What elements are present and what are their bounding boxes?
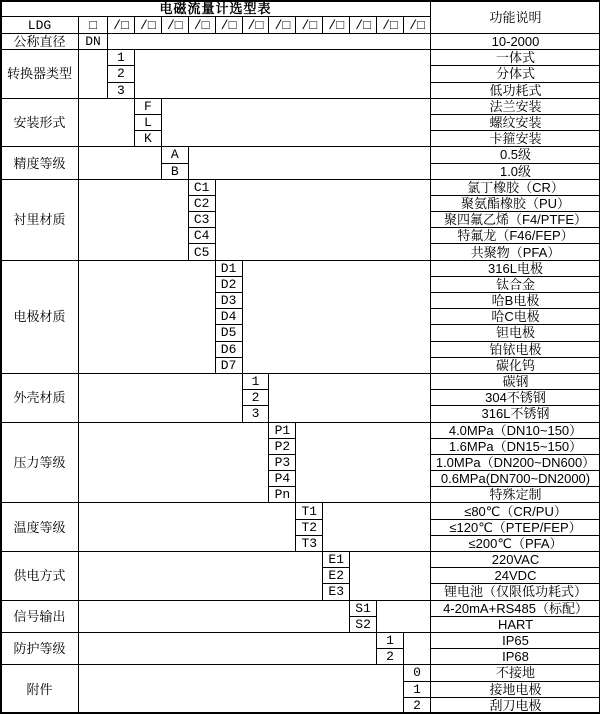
- table-row: [1, 147, 600, 163]
- blank-region: [242, 260, 430, 373]
- blank-region: [79, 600, 350, 632]
- description-cell: 螺纹安装: [431, 114, 600, 130]
- category-label: 衬里材质: [1, 179, 79, 260]
- table-row: [1, 552, 600, 568]
- blank-region: [79, 503, 296, 552]
- option-code-cell: D6: [215, 341, 242, 357]
- option-code-cell: D2: [215, 276, 242, 292]
- code-slot-icon: /□: [377, 17, 404, 34]
- option-code-cell: C2: [188, 195, 215, 211]
- description-cell: 1.6MPa（DN15~150）: [431, 438, 600, 454]
- option-code-cell: 2: [108, 66, 135, 82]
- option-code-cell: 3: [108, 82, 135, 98]
- option-code-cell: P4: [269, 471, 296, 487]
- option-code-cell: A: [161, 147, 188, 163]
- description-cell: 不接地: [431, 665, 600, 681]
- blank-region: [79, 422, 269, 503]
- category-label: 电极材质: [1, 260, 79, 373]
- description-cell: 接地电极: [431, 681, 600, 697]
- code-slot-icon: /□: [161, 17, 188, 34]
- option-code-cell: B: [161, 163, 188, 179]
- description-cell: 1.0级: [431, 163, 600, 179]
- description-cell: 卡箍安装: [431, 131, 600, 147]
- table-row: [1, 632, 600, 648]
- option-code-cell: D3: [215, 293, 242, 309]
- blank-region: [79, 179, 189, 260]
- option-code-cell: 3: [242, 406, 269, 422]
- category-label: 温度等级: [1, 503, 79, 552]
- option-code-cell: S1: [350, 600, 377, 616]
- category-label: 转换器类型: [1, 50, 79, 99]
- option-code-cell: F: [134, 98, 161, 114]
- description-cell: 特氟龙（F46/FEP）: [431, 228, 600, 244]
- category-label: 安装形式: [1, 98, 79, 147]
- code-slot-icon: /□: [108, 17, 135, 34]
- code-slot-icon: /□: [215, 17, 242, 34]
- table-row: [1, 179, 600, 195]
- option-code-cell: 1: [403, 681, 430, 697]
- table-row: [1, 503, 600, 519]
- description-cell: ≤120℃（PTEP/FEP）: [431, 519, 600, 535]
- option-code-cell: L: [134, 114, 161, 130]
- option-code-cell: T1: [296, 503, 323, 519]
- code-slot-icon: /□: [242, 17, 269, 34]
- option-code-cell: E3: [323, 584, 350, 600]
- blank-region: [79, 373, 243, 422]
- model-prefix-label: LDG: [1, 17, 79, 34]
- option-code-cell: 2: [377, 649, 404, 665]
- description-cell: 一体式: [431, 50, 600, 66]
- option-code-cell: D5: [215, 325, 242, 341]
- description-cell: 0.5级: [431, 147, 600, 163]
- option-code-cell: 1: [242, 373, 269, 389]
- code-cell-dn: DN: [79, 34, 108, 50]
- description-cell: HART: [431, 616, 600, 632]
- description-cell: 碳钢: [431, 373, 600, 389]
- category-label: 精度等级: [1, 147, 79, 179]
- category-label: 供电方式: [1, 552, 79, 601]
- description-cell: 氯丁橡胶（CR）: [431, 179, 600, 195]
- option-code-cell: P1: [269, 422, 296, 438]
- blank-region: [350, 552, 431, 601]
- description-cell: 分体式: [431, 66, 600, 82]
- description-cell: 法兰安装: [431, 98, 600, 114]
- table-body: [1, 1, 600, 714]
- blank-region: [79, 98, 135, 147]
- description-cell: 铂铱电极: [431, 341, 600, 357]
- description-cell: 特殊定制: [431, 487, 600, 503]
- description-cell: 聚四氟乙烯（F4/PTFE）: [431, 212, 600, 228]
- option-code-cell: E2: [323, 568, 350, 584]
- description-cell: 24VDC: [431, 568, 600, 584]
- table-row: [1, 98, 600, 114]
- blank-region: [403, 632, 430, 664]
- description-cell: 共聚物（PFA）: [431, 244, 600, 260]
- table-row: [1, 422, 600, 438]
- category-label-nominal-diameter: 公称直径: [1, 34, 79, 50]
- blank-region: [108, 34, 431, 50]
- code-slot-icon: /□: [350, 17, 377, 34]
- description-cell: 钽电极: [431, 325, 600, 341]
- category-label: 信号输出: [1, 600, 79, 632]
- description-cell: 碳化钨: [431, 357, 600, 373]
- table-row: [1, 1, 600, 17]
- description-cell: 聚氨酯橡胶（PU）: [431, 195, 600, 211]
- description-cell: 220VAC: [431, 552, 600, 568]
- description-cell: ≤200℃（PFA）: [431, 535, 600, 551]
- table-row: [1, 34, 600, 50]
- category-label: 外壳材质: [1, 373, 79, 422]
- description-cell: 316L电极: [431, 260, 600, 276]
- description-cell: 哈B电极: [431, 293, 600, 309]
- function-description-header: 功能说明: [431, 1, 600, 34]
- blank-region: [215, 179, 430, 260]
- blank-region: [79, 260, 216, 373]
- page-title: 电磁流量计选型表: [1, 1, 431, 17]
- option-code-cell: C1: [188, 179, 215, 195]
- option-code-cell: C4: [188, 228, 215, 244]
- blank-region: [377, 600, 431, 632]
- option-code-cell: 0: [403, 665, 430, 681]
- code-slot-icon: /□: [269, 17, 296, 34]
- description-cell: 4.0MPa（DN10~150）: [431, 422, 600, 438]
- description-cell: 低功耗式: [431, 82, 600, 98]
- blank-region: [79, 50, 108, 99]
- option-code-cell: Pn: [269, 487, 296, 503]
- table-row: [1, 373, 600, 389]
- description-cell: 锂电池（仅限低功耗式）: [431, 584, 600, 600]
- code-box-icon: □: [79, 17, 108, 34]
- blank-region: [188, 147, 430, 179]
- option-code-cell: C5: [188, 244, 215, 260]
- description-cell: IP65: [431, 632, 600, 648]
- blank-region: [323, 503, 431, 552]
- option-code-cell: K: [134, 131, 161, 147]
- option-code-cell: 2: [403, 697, 430, 713]
- blank-region: [79, 552, 323, 601]
- description-cell: 哈C电极: [431, 309, 600, 325]
- category-label: 防护等级: [1, 632, 79, 664]
- category-label: 压力等级: [1, 422, 79, 503]
- blank-region: [161, 98, 430, 147]
- blank-region: [134, 50, 430, 99]
- description-cell: IP68: [431, 649, 600, 665]
- description-cell: 316L不锈钢: [431, 406, 600, 422]
- table-row: [1, 50, 600, 66]
- description-cell: 1.0MPa（DN200~DN600）: [431, 454, 600, 470]
- description-cell: 0.6MPa(DN700~DN2000): [431, 471, 600, 487]
- blank-region: [79, 665, 404, 714]
- option-code-cell: 2: [242, 390, 269, 406]
- option-code-cell: T3: [296, 535, 323, 551]
- description-cell: 刮刀电极: [431, 697, 600, 713]
- blank-region: [269, 373, 431, 422]
- description-cell: 4-20mA+RS485（标配）: [431, 600, 600, 616]
- option-code-cell: D1: [215, 260, 242, 276]
- option-code-cell: C3: [188, 212, 215, 228]
- table-row: [1, 600, 600, 616]
- blank-region: [79, 147, 162, 179]
- description-cell: ≤80℃（CR/PU）: [431, 503, 600, 519]
- option-code-cell: E1: [323, 552, 350, 568]
- code-slot-icon: /□: [188, 17, 215, 34]
- code-slot-icon: /□: [403, 17, 430, 34]
- code-slot-icon: /□: [134, 17, 161, 34]
- option-code-cell: D7: [215, 357, 242, 373]
- category-label: 附件: [1, 665, 79, 714]
- option-code-cell: P2: [269, 438, 296, 454]
- blank-region: [79, 632, 377, 664]
- table-row: [1, 260, 600, 276]
- option-code-cell: T2: [296, 519, 323, 535]
- code-slot-icon: /□: [323, 17, 350, 34]
- code-slot-icon: /□: [296, 17, 323, 34]
- option-code-cell: 1: [108, 50, 135, 66]
- description-cell: 钛合金: [431, 276, 600, 292]
- description-cell: 304不锈钢: [431, 390, 600, 406]
- option-code-cell: D4: [215, 309, 242, 325]
- option-code-cell: P3: [269, 454, 296, 470]
- option-code-cell: S2: [350, 616, 377, 632]
- blank-region: [296, 422, 431, 503]
- table-row: [1, 665, 600, 681]
- description-cell: 10-2000: [431, 34, 600, 50]
- option-code-cell: 1: [377, 632, 404, 648]
